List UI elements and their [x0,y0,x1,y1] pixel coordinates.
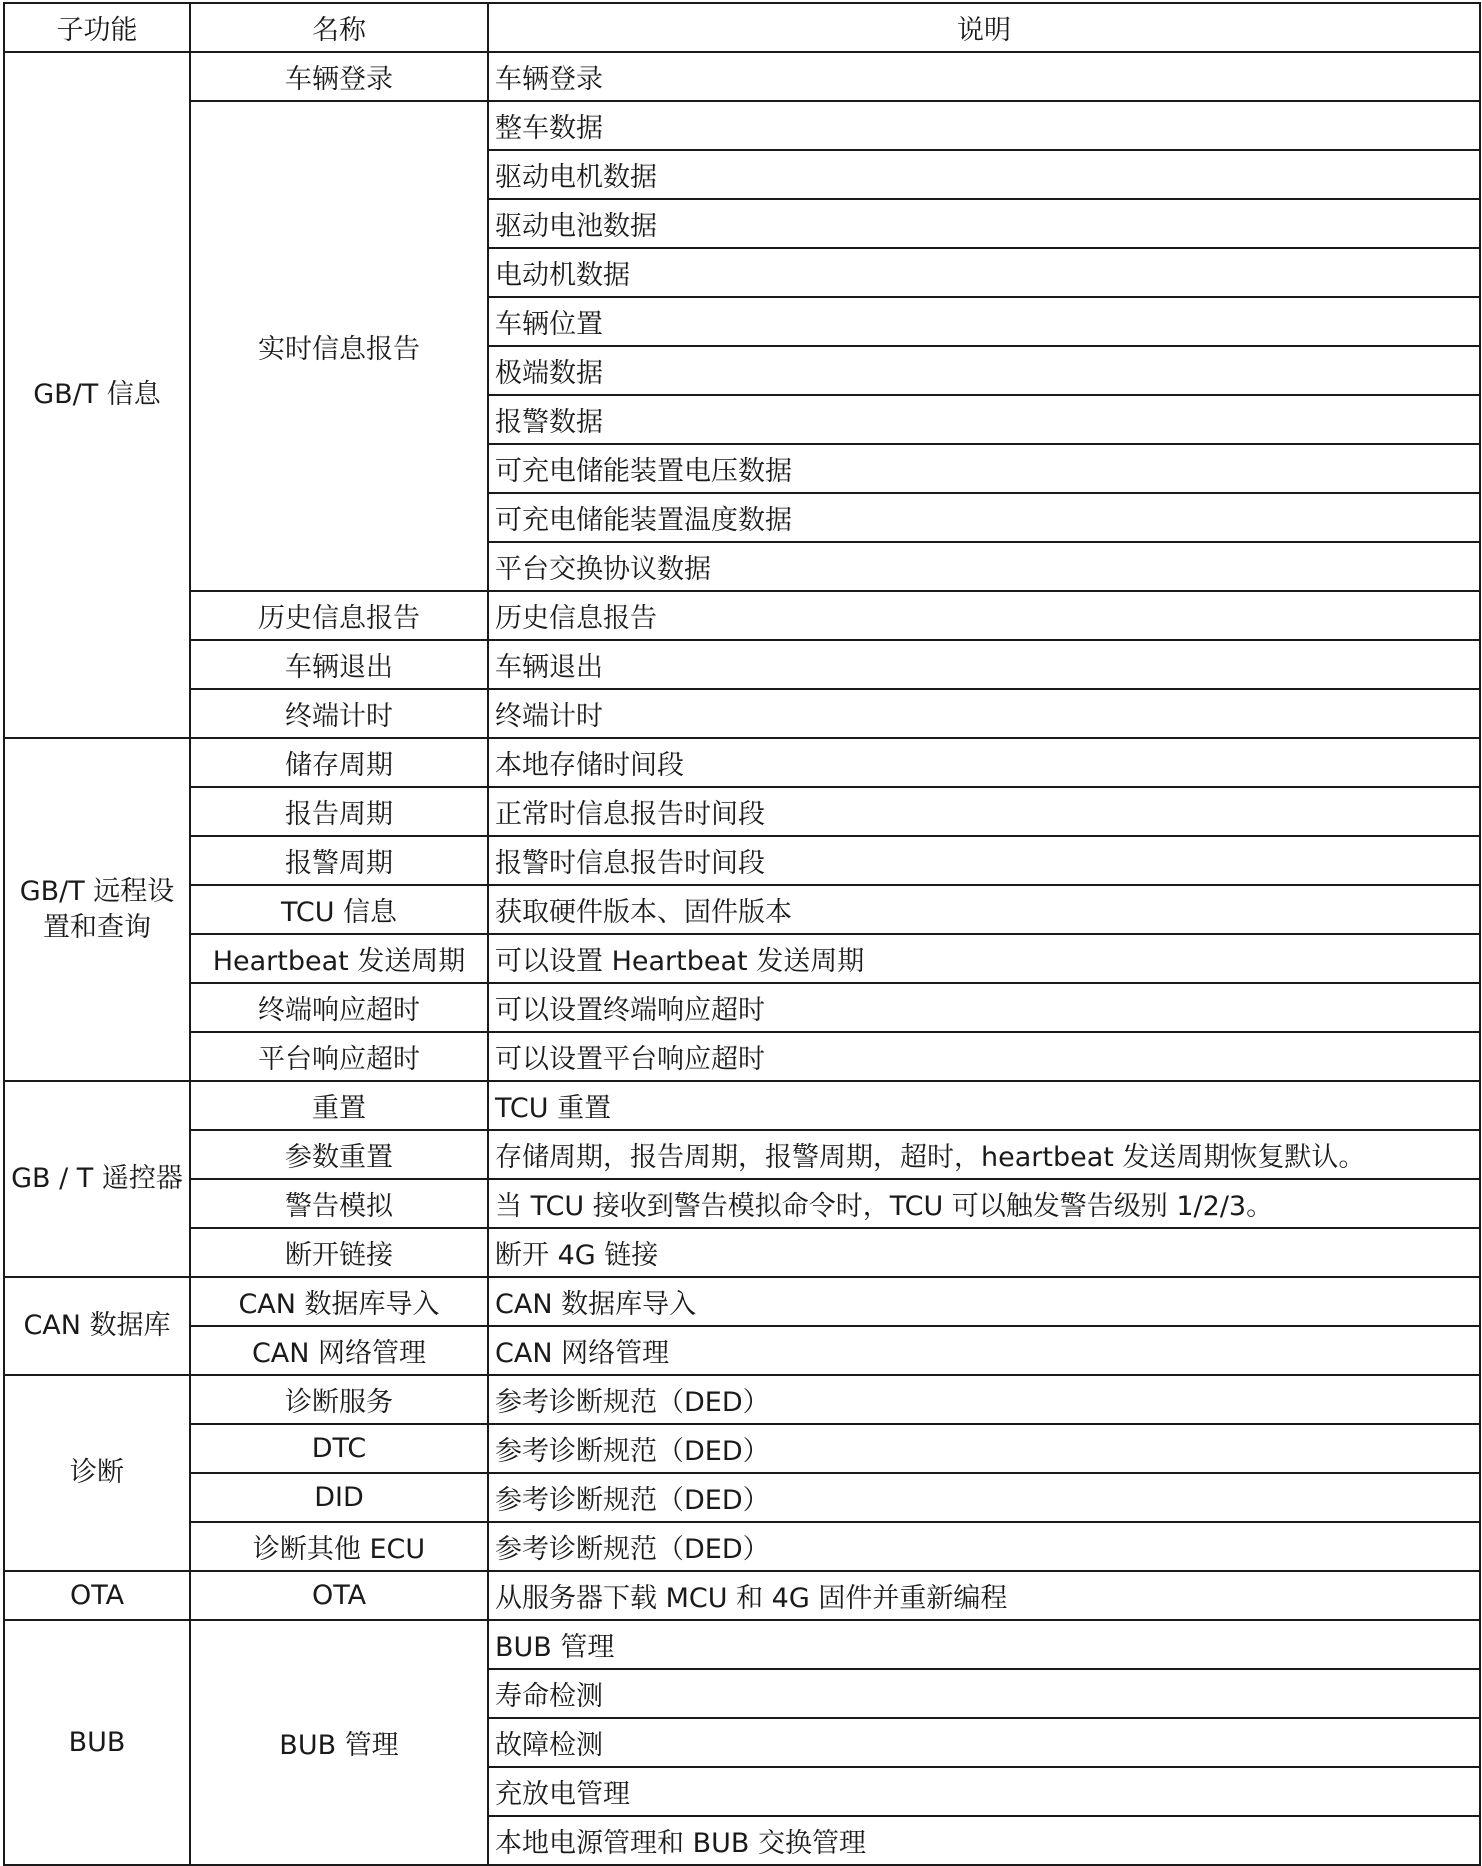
table-row [4,1522,1480,1571]
table-row [4,52,1480,101]
description-cell: TCU 重置 [488,1081,1480,1130]
sub-function-cell: GB/T 远程设置和查询 [4,738,190,1081]
description-cell: 断开 4G 链接 [488,1228,1480,1277]
name-cell: 重置 [190,1081,488,1130]
description-cell: 车辆登录 [488,52,1480,101]
name-cell: 平台响应超时 [190,1032,488,1081]
table-row [4,885,1480,934]
description-cell: 参考诊断规范（DED） [488,1473,1480,1522]
table-row [4,101,1480,150]
description-cell: 存储周期，报告周期，报警周期，超时，heartbeat 发送周期恢复默认。 [488,1130,1480,1179]
sub-function-cell: 诊断 [4,1375,190,1571]
description-cell: 充放电管理 [488,1767,1480,1816]
sub-function-cell: GB / T 遥控器 [4,1081,190,1277]
description-cell: 从服务器下载 MCU 和 4G 固件并重新编程 [488,1571,1480,1620]
table-row [4,1620,1480,1669]
description-cell: 历史信息报告 [488,591,1480,640]
description-cell: 可充电储能装置温度数据 [488,493,1480,542]
table-row [4,1228,1480,1277]
description-cell: 本地电源管理和 BUB 交换管理 [488,1816,1480,1865]
header-name: 名称 [190,3,488,52]
name-cell: 储存周期 [190,738,488,787]
table-row [4,983,1480,1032]
sub-function-cell: OTA [4,1571,190,1620]
description-cell: 车辆退出 [488,640,1480,689]
sub-function-cell: GB/T 信息 [4,52,190,738]
table-row [4,1130,1480,1179]
table-row [4,787,1480,836]
sub-function-cell: BUB [4,1620,190,1865]
name-cell: 诊断服务 [190,1375,488,1424]
name-cell: 车辆登录 [190,52,488,101]
description-cell: 参考诊断规范（DED） [488,1375,1480,1424]
description-cell: 本地存储时间段 [488,738,1480,787]
description-cell: 报警数据 [488,395,1480,444]
description-cell: 驱动电池数据 [488,199,1480,248]
description-cell: 可以设置平台响应超时 [488,1032,1480,1081]
header-description: 说明 [488,3,1480,52]
description-cell: 极端数据 [488,346,1480,395]
table-row [4,591,1480,640]
name-cell: 报告周期 [190,787,488,836]
name-cell: DID [190,1473,488,1522]
table-row [4,1326,1480,1375]
description-cell: 参考诊断规范（DED） [488,1522,1480,1571]
description-cell: 正常时信息报告时间段 [488,787,1480,836]
description-cell: 获取硬件版本、固件版本 [488,885,1480,934]
description-cell: 驱动电机数据 [488,150,1480,199]
name-cell: CAN 网络管理 [190,1326,488,1375]
name-cell: 终端响应超时 [190,983,488,1032]
name-cell: 断开链接 [190,1228,488,1277]
name-cell: Heartbeat 发送周期 [190,934,488,983]
table-row [4,934,1480,983]
header-sub-function: 子功能 [4,3,190,52]
name-cell: BUB 管理 [190,1620,488,1865]
sub-function-cell: CAN 数据库 [4,1277,190,1375]
description-cell: 终端计时 [488,689,1480,738]
table-row [4,1032,1480,1081]
table-row [4,1081,1480,1130]
name-cell: 参数重置 [190,1130,488,1179]
description-cell: 可以设置 Heartbeat 发送周期 [488,934,1480,983]
name-cell: TCU 信息 [190,885,488,934]
description-cell: 寿命检测 [488,1669,1480,1718]
table-header [4,3,1480,52]
table-row [4,1473,1480,1522]
table-body [4,52,1480,1865]
table-row [4,689,1480,738]
description-cell: 故障检测 [488,1718,1480,1767]
header-row [4,3,1480,52]
description-cell: 电动机数据 [488,248,1480,297]
name-cell: DTC [190,1424,488,1473]
table-row [4,1375,1480,1424]
description-cell: BUB 管理 [488,1620,1480,1669]
description-cell: 平台交换协议数据 [488,542,1480,591]
name-cell: CAN 数据库导入 [190,1277,488,1326]
table-row [4,1424,1480,1473]
name-cell: 车辆退出 [190,640,488,689]
description-cell: CAN 数据库导入 [488,1277,1480,1326]
table-row [4,1571,1480,1620]
description-cell: 可以设置终端响应超时 [488,983,1480,1032]
name-cell: 终端计时 [190,689,488,738]
description-cell: 参考诊断规范（DED） [488,1424,1480,1473]
description-cell: 整车数据 [488,101,1480,150]
description-cell: 可充电储能装置电压数据 [488,444,1480,493]
table-row [4,738,1480,787]
description-cell: 当 TCU 接收到警告模拟命令时，TCU 可以触发警告级别 1/2/3。 [488,1179,1480,1228]
spec-table [3,2,1481,1866]
name-cell: 诊断其他 ECU [190,1522,488,1571]
name-cell: 报警周期 [190,836,488,885]
description-cell: 车辆位置 [488,297,1480,346]
table-row [4,1179,1480,1228]
name-cell: 历史信息报告 [190,591,488,640]
name-cell: 实时信息报告 [190,101,488,591]
table-row [4,836,1480,885]
table-row [4,640,1480,689]
table-row [4,1277,1480,1326]
name-cell: 警告模拟 [190,1179,488,1228]
description-cell: CAN 网络管理 [488,1326,1480,1375]
name-cell: OTA [190,1571,488,1620]
description-cell: 报警时信息报告时间段 [488,836,1480,885]
